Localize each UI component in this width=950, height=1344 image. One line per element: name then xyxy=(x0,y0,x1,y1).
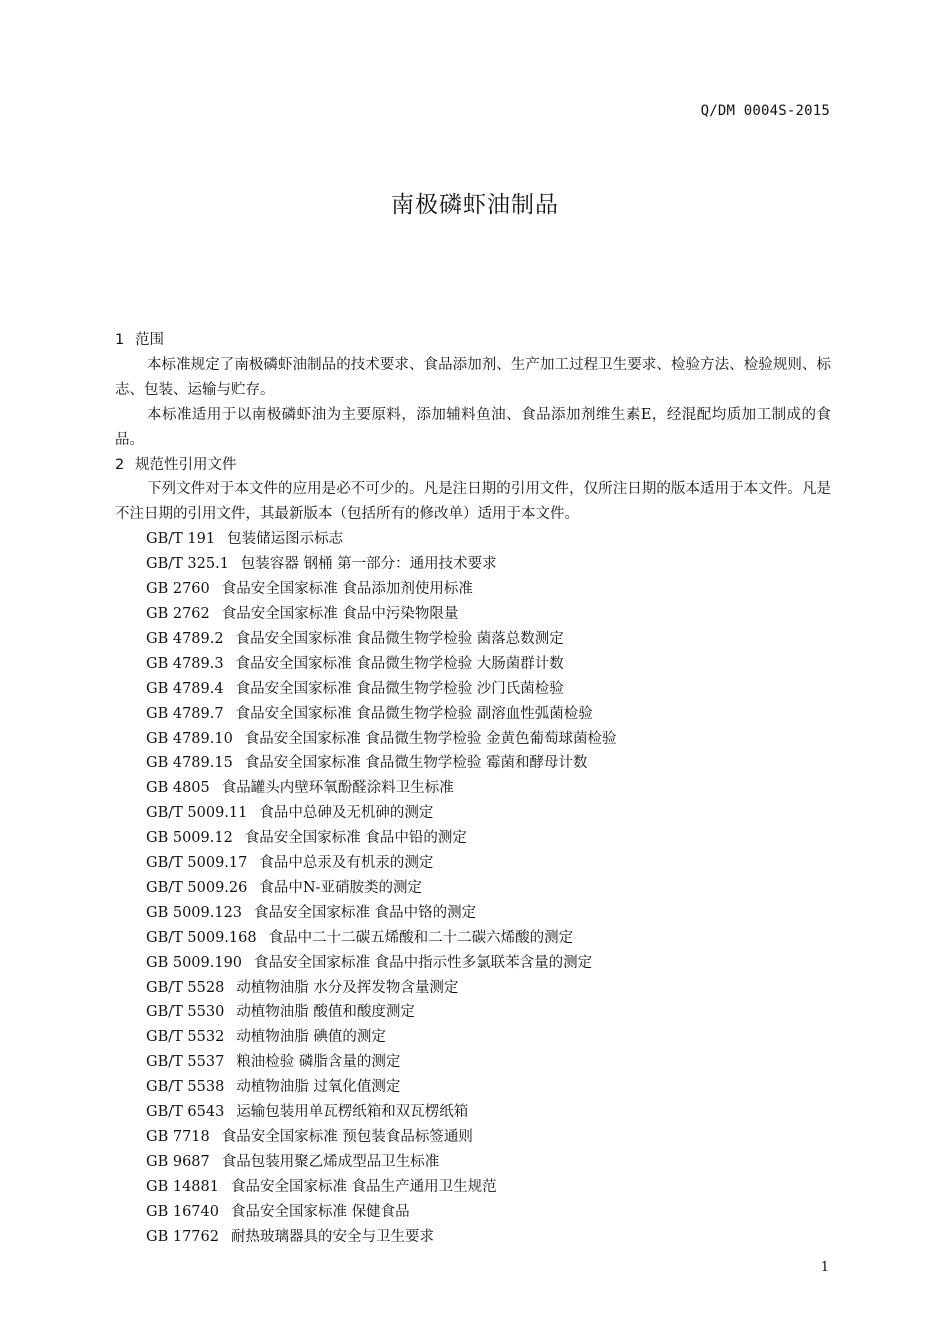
reference-title: 动植物油脂 碘值的测定 xyxy=(236,1029,386,1046)
reference-code: GB/T 5537 xyxy=(146,1054,225,1071)
reference-code: GB/T 5530 xyxy=(146,1004,225,1021)
reference-code: GB/T 191 xyxy=(146,531,216,548)
reference-item xyxy=(146,1125,831,1150)
reference-code: GB 17762 xyxy=(146,1228,219,1245)
reference-title: 粮油检验 磷脂含量的测定 xyxy=(236,1054,401,1071)
reference-title: 食品安全国家标准 食品中指示性多氯联苯含量的测定 xyxy=(254,954,593,971)
reference-title: 食品中N-亚硝胺类的测定 xyxy=(259,879,422,896)
reference-item xyxy=(146,552,831,577)
reference-item xyxy=(146,1000,831,1025)
reference-title: 食品安全国家标准 食品微生物学检验 菌落总数测定 xyxy=(235,630,564,647)
reference-code: GB/T 5009.26 xyxy=(146,879,248,896)
reference-code: GB/T 5009.168 xyxy=(146,929,257,946)
reference-code: GB 4805 xyxy=(146,780,210,797)
reference-title: 食品中总汞及有机汞的测定 xyxy=(259,855,434,872)
reference-item xyxy=(146,851,831,876)
reference-code: GB 5009.123 xyxy=(146,904,243,921)
reference-title: 食品安全国家标准 预包装食品标签通则 xyxy=(221,1129,473,1145)
reference-title: 动植物油脂 酸值和酸度测定 xyxy=(236,1004,415,1021)
reference-title: 食品安全国家标准 食品微生物学检验 金黄色葡萄球菌检验 xyxy=(244,730,617,747)
scope-paragraph: 本标准适用于以南极磷虾油为主要原料，添加辅料鱼油、食品添加剂维生素E，经混配均质加工制成的食品。 xyxy=(115,406,831,448)
references-intro-paragraph: 下列文件对于本文件的应用是必不可少的。凡是注日期的引用文件，仅所注日期的版本适用于本文件。凡是不注日期的引用文件，其最新版本（包括所有的修改单）适用于本文件。 xyxy=(115,481,831,523)
reference-code: GB/T 5528 xyxy=(146,979,225,996)
reference-item xyxy=(146,627,831,652)
reference-title: 食品安全国家标准 保健食品 xyxy=(230,1203,410,1220)
reference-title: 食品罐头内壁环氧酚醛涂料卫生标准 xyxy=(221,780,454,797)
section-number: 1 xyxy=(115,332,125,348)
document-title: 南极磷虾油制品 xyxy=(391,192,559,218)
reference-code: GB 4789.15 xyxy=(146,755,233,772)
section-title: 范围 xyxy=(135,332,164,348)
reference-title: 包装储运图示标志 xyxy=(227,531,344,548)
reference-code: GB 5009.12 xyxy=(146,830,233,847)
reference-title: 食品安全国家标准 食品生产通用卫生规范 xyxy=(230,1178,497,1195)
reference-title: 运输包装用单瓦楞纸箱和双瓦楞纸箱 xyxy=(236,1104,469,1121)
reference-item xyxy=(146,951,831,976)
reference-code: GB 4789.3 xyxy=(146,655,224,672)
section-heading-normative-references xyxy=(115,453,831,478)
reference-title: 食品安全国家标准 食品中铅的测定 xyxy=(244,830,467,847)
reference-item xyxy=(146,976,831,1001)
section-title: 规范性引用文件 xyxy=(135,456,237,473)
reference-item xyxy=(146,901,831,926)
reference-item xyxy=(146,1050,831,1075)
reference-item xyxy=(146,751,831,776)
reference-title: 包装容器 钢桶 第一部分：通用技术要求 xyxy=(240,556,497,573)
reference-title: 耐热玻璃器具的安全与卫生要求 xyxy=(230,1228,434,1245)
reference-item xyxy=(146,826,831,851)
reference-code: GB/T 325.1 xyxy=(146,556,229,573)
reference-code: GB/T 5009.11 xyxy=(146,805,248,822)
reference-item xyxy=(146,1175,831,1200)
section-number: 2 xyxy=(115,456,125,473)
reference-code: GB 14881 xyxy=(146,1178,219,1195)
section-heading-scope xyxy=(115,328,831,353)
reference-item xyxy=(146,527,831,552)
reference-title: 食品安全国家标准 食品添加剂使用标准 xyxy=(221,581,473,598)
reference-code: GB/T 5009.17 xyxy=(146,855,248,872)
reference-code: GB/T 5532 xyxy=(146,1029,225,1046)
reference-item xyxy=(146,1150,831,1175)
reference-title: 食品包装用聚乙烯成型品卫生标准 xyxy=(221,1153,440,1170)
reference-list xyxy=(115,527,831,1249)
reference-item xyxy=(146,1225,831,1250)
standard-code: Q/DM 0004S-2015 xyxy=(700,103,830,119)
reference-item xyxy=(146,677,831,702)
reference-item xyxy=(146,577,831,602)
reference-code: GB 2762 xyxy=(146,605,210,622)
reference-item xyxy=(146,652,831,677)
reference-code: GB 4789.4 xyxy=(146,680,224,697)
reference-code: GB/T 5538 xyxy=(146,1079,225,1096)
reference-code: GB 4789.10 xyxy=(146,730,233,747)
reference-item xyxy=(146,776,831,801)
page-number: 1 xyxy=(820,1260,829,1275)
reference-item xyxy=(146,1200,831,1225)
reference-code: GB 9687 xyxy=(146,1153,210,1170)
reference-code: GB 2760 xyxy=(146,581,210,598)
reference-title: 食品安全国家标准 食品中铬的测定 xyxy=(254,904,477,921)
reference-item xyxy=(146,1025,831,1050)
reference-item xyxy=(146,602,831,627)
reference-item xyxy=(146,926,831,951)
reference-item xyxy=(146,801,831,826)
reference-code: GB/T 6543 xyxy=(146,1104,225,1121)
reference-title: 食品安全国家标准 食品中污染物限量 xyxy=(221,605,459,622)
reference-title: 食品安全国家标准 食品微生物学检验 沙门氏菌检验 xyxy=(235,680,564,697)
reference-title: 动植物油脂 过氧化值测定 xyxy=(236,1079,401,1096)
reference-item xyxy=(146,1100,831,1125)
reference-title: 食品中二十二碳五烯酸和二十二碳六烯酸的测定 xyxy=(268,929,574,946)
reference-item xyxy=(146,1075,831,1100)
reference-code: GB 7718 xyxy=(146,1129,210,1145)
reference-code: GB 4789.7 xyxy=(146,705,224,722)
reference-item xyxy=(146,876,831,901)
document-body xyxy=(115,328,831,1250)
reference-code: GB 16740 xyxy=(146,1203,219,1220)
reference-title: 食品安全国家标准 食品微生物学检验 大肠菌群计数 xyxy=(235,655,564,672)
reference-title: 食品安全国家标准 食品微生物学检验 霉菌和酵母计数 xyxy=(244,755,588,772)
scope-paragraph: 本标准规定了南极磷虾油制品的技术要求、食品添加剂、生产加工过程卫生要求、检验方法、检验规则、标志、包装、运输与贮存。 xyxy=(115,356,831,398)
reference-code: GB 4789.2 xyxy=(146,630,224,647)
reference-title: 食品中总砷及无机砷的测定 xyxy=(259,805,434,822)
reference-title: 动植物油脂 水分及挥发物含量测定 xyxy=(236,979,459,996)
reference-item xyxy=(146,702,831,727)
reference-item xyxy=(146,727,831,752)
reference-title: 食品安全国家标准 食品微生物学检验 副溶血性弧菌检验 xyxy=(235,705,593,722)
reference-code: GB 5009.190 xyxy=(146,954,243,971)
